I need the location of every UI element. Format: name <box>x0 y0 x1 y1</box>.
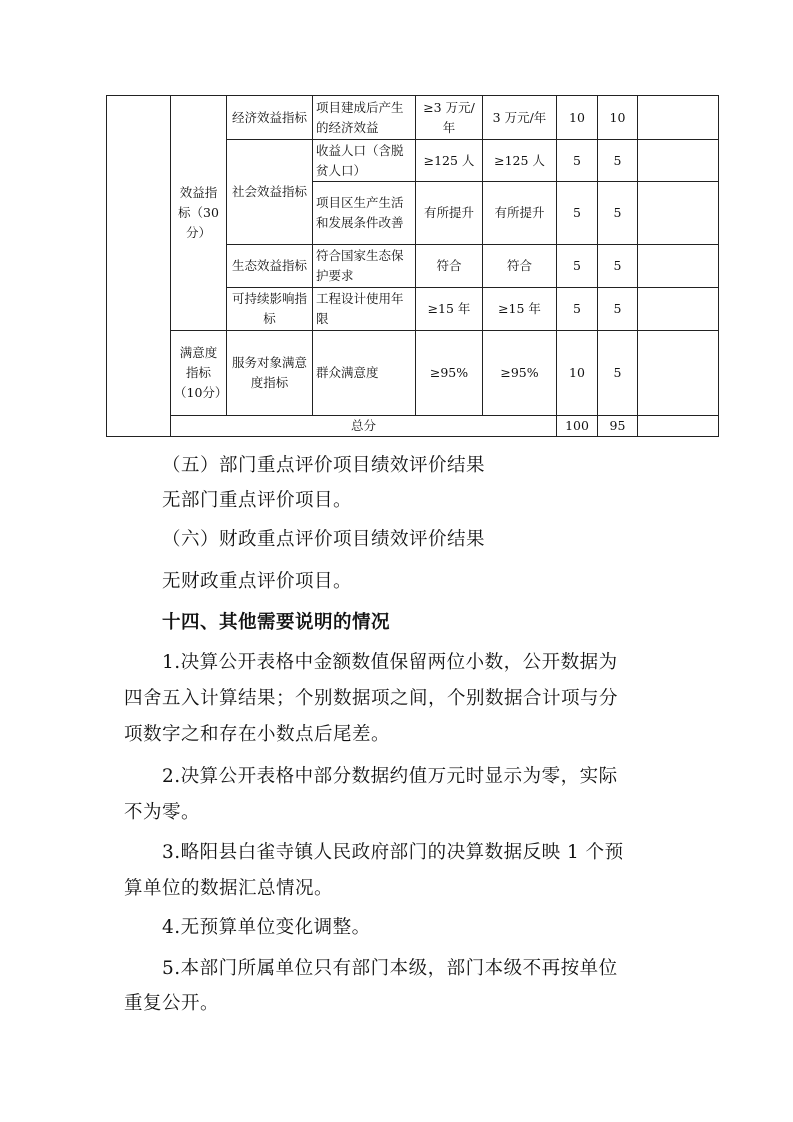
total-weight: 100 <box>557 416 598 437</box>
paragraph-line: 项数字之和存在小数点后尾差。 <box>124 724 391 745</box>
section-heading: （五）部门重点评价项目绩效评价结果 <box>162 455 486 476</box>
weight-cell: 10 <box>557 331 598 416</box>
performance-table <box>106 95 719 437</box>
actual-cell: ≥15 年 <box>483 288 557 331</box>
benefit-label: 效益指标（30分） <box>171 96 227 331</box>
level2-cell: 服务对象满意度指标 <box>227 331 313 416</box>
level3-cell: 符合国家生态保护要求 <box>313 245 416 288</box>
total-label: 总分 <box>171 416 557 437</box>
score-cell: 5 <box>598 140 638 182</box>
level2-cell: 社会效益指标 <box>227 140 313 245</box>
score-cell: 5 <box>598 182 638 245</box>
weight-cell: 5 <box>557 140 598 182</box>
paragraph-line: 无财政重点评价项目。 <box>162 571 353 592</box>
total-score: 95 <box>598 416 638 437</box>
paragraph-line: 无部门重点评价项目。 <box>162 490 353 511</box>
target-cell: ≥3 万元/年 <box>416 96 483 140</box>
score-cell: 10 <box>598 96 638 140</box>
table-row <box>107 331 719 416</box>
paragraph-line: 4.无预算单位变化调整。 <box>162 917 371 938</box>
target-cell: ≥15 年 <box>416 288 483 331</box>
paragraph-line: 重复公开。 <box>124 993 220 1014</box>
level3-cell: 项目建成后产生的经济效益 <box>313 96 416 140</box>
paragraph-line: 不为零。 <box>124 802 201 823</box>
satisfaction-label: 满意度指标（10分） <box>171 331 227 416</box>
actual-cell: ≥95% <box>483 331 557 416</box>
level3-cell: 收益人口（含脱贫人口） <box>313 140 416 182</box>
level3-cell: 群众满意度 <box>313 331 416 416</box>
level3-cell: 项目区生产生活和发展条件改善 <box>313 182 416 245</box>
note-cell <box>638 331 719 416</box>
note-cell <box>638 182 719 245</box>
weight-cell: 5 <box>557 288 598 331</box>
actual-cell: 符合 <box>483 245 557 288</box>
paragraph-line: 3.略阳县白雀寺镇人民政府部门的决算数据反映 1 个预 <box>162 842 624 863</box>
chapter-heading: 十四、其他需要说明的情况 <box>162 612 391 633</box>
paragraph-line: 2.决算公开表格中部分数据约值万元时显示为零，实际 <box>162 766 618 787</box>
note-cell <box>638 288 719 331</box>
level2-cell: 生态效益指标 <box>227 245 313 288</box>
target-cell: ≥125 人 <box>416 140 483 182</box>
weight-cell: 5 <box>557 245 598 288</box>
score-cell: 5 <box>598 331 638 416</box>
note-cell <box>638 140 719 182</box>
paragraph-line: 1.决算公开表格中金额数值保留两位小数，公开数据为 <box>162 652 618 673</box>
target-cell: 符合 <box>416 245 483 288</box>
total-note <box>638 416 719 437</box>
actual-cell: ≥125 人 <box>483 140 557 182</box>
paragraph-line: 算单位的数据汇总情况。 <box>124 878 334 899</box>
weight-cell: 10 <box>557 96 598 140</box>
level3-cell: 工程设计使用年限 <box>313 288 416 331</box>
actual-cell: 有所提升 <box>483 182 557 245</box>
paragraph-line: 5.本部门所属单位只有部门本级，部门本级不再按单位 <box>162 958 618 979</box>
total-row <box>107 416 719 437</box>
table-row <box>107 96 719 140</box>
score-cell: 5 <box>598 245 638 288</box>
section-heading: （六）财政重点评价项目绩效评价结果 <box>162 529 486 550</box>
target-cell: ≥95% <box>416 331 483 416</box>
weight-cell: 5 <box>557 182 598 245</box>
actual-cell: 3 万元/年 <box>483 96 557 140</box>
level2-cell: 经济效益指标 <box>227 96 313 140</box>
level2-cell: 可持续影响指标 <box>227 288 313 331</box>
note-cell <box>638 245 719 288</box>
note-cell <box>638 96 719 140</box>
score-cell: 5 <box>598 288 638 331</box>
target-cell: 有所提升 <box>416 182 483 245</box>
level1-cell <box>107 96 171 437</box>
paragraph-line: 四舍五入计算结果；个别数据项之间，个别数据合计项与分 <box>124 688 619 709</box>
